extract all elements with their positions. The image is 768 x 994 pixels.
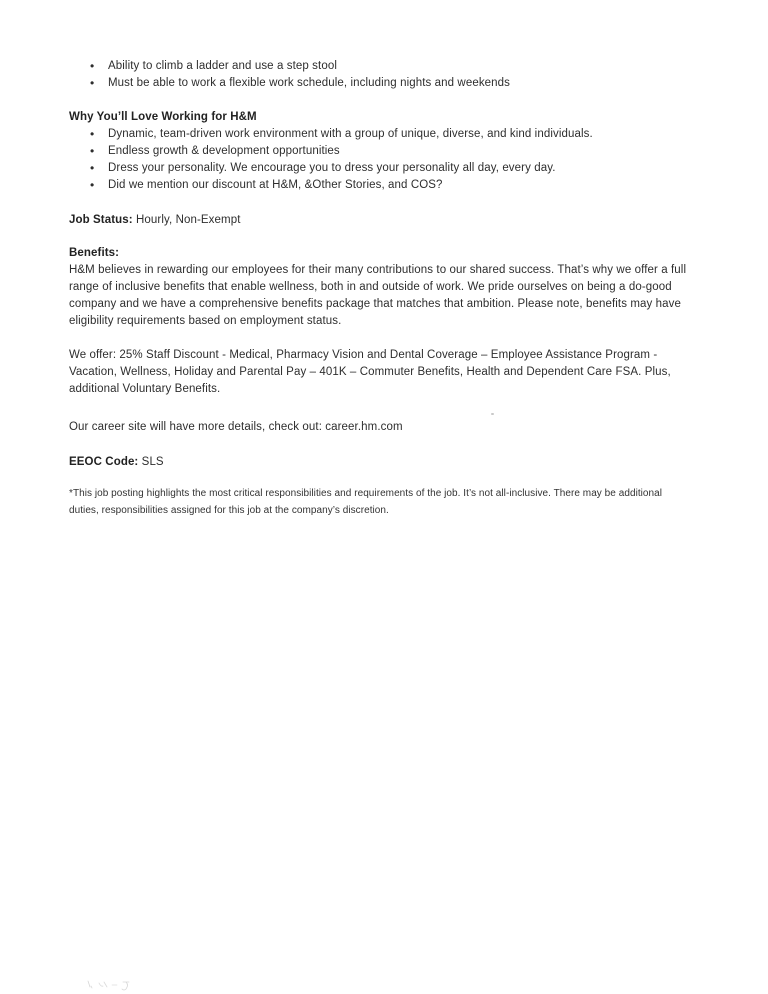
benefits-heading: Benefits: xyxy=(69,247,120,259)
list-item: • Must be able to work a flexible work schedule, including nights and weekends xyxy=(69,75,691,92)
offer-paragraph: We offer: 25% Staff Discount - Medical, Pharmacy Vision and Dental Coverage – Employee Assistance Program - Vacation, Wellness, Holiday and Parental Pay – 401K – Commuter Benefits, Health and Dependent Care FSA. Plus, additional Voluntary Benefits. xyxy=(69,349,671,395)
job-status-label: Job Status: xyxy=(69,214,133,226)
list-item: • Dynamic, team-driven work environment with a group of unique, diverse, and kind individuals. xyxy=(69,126,691,143)
career-site-line: Our career site will have more details, check out: career.hm.com xyxy=(69,421,403,433)
list-item: • Endless growth & development opportunities xyxy=(69,143,691,160)
disclaimer-footnote: *This job posting highlights the most critical responsibilities and requirements of the job. It’s not all-inclusive. There may be additional duties, responsibilities assigned for this job at the company’s discretion. xyxy=(69,488,663,516)
eeoc-line xyxy=(69,454,691,471)
pencil-scribble-artifact xyxy=(85,978,140,992)
requirements-bullet-list xyxy=(69,58,691,92)
benefits-paragraph: H&M believes in rewarding our employees for their many contributions to our shared success. That’s why we offer a full range of inclusive benefits that enable wellness, both in and outside of work. We pride ourselves on being a do-good company and we have a comprehensive benefits package that matches that ambition. Please note, benefits may have eligibility requirements based on employment status. xyxy=(69,264,687,327)
benefits-section xyxy=(69,245,691,330)
list-item: • Dress your personality. We encourage you to dress your personality all day, every day. xyxy=(69,160,691,177)
scan-speck-artifact xyxy=(491,413,494,415)
why-section-bullet-list xyxy=(69,126,691,194)
eeoc-value: SLS xyxy=(138,456,164,468)
why-section-heading: Why You’ll Love Working for H&M xyxy=(69,111,257,123)
document-content xyxy=(69,0,691,519)
job-status-line xyxy=(69,212,691,229)
eeoc-label: EEOC Code: xyxy=(69,456,139,468)
list-item: • Did we mention our discount at H&M, &Other Stories, and COS? xyxy=(69,177,691,194)
job-status-value: Hourly, Non-Exempt xyxy=(132,214,241,226)
list-item: • Ability to climb a ladder and use a step stool xyxy=(69,58,691,75)
